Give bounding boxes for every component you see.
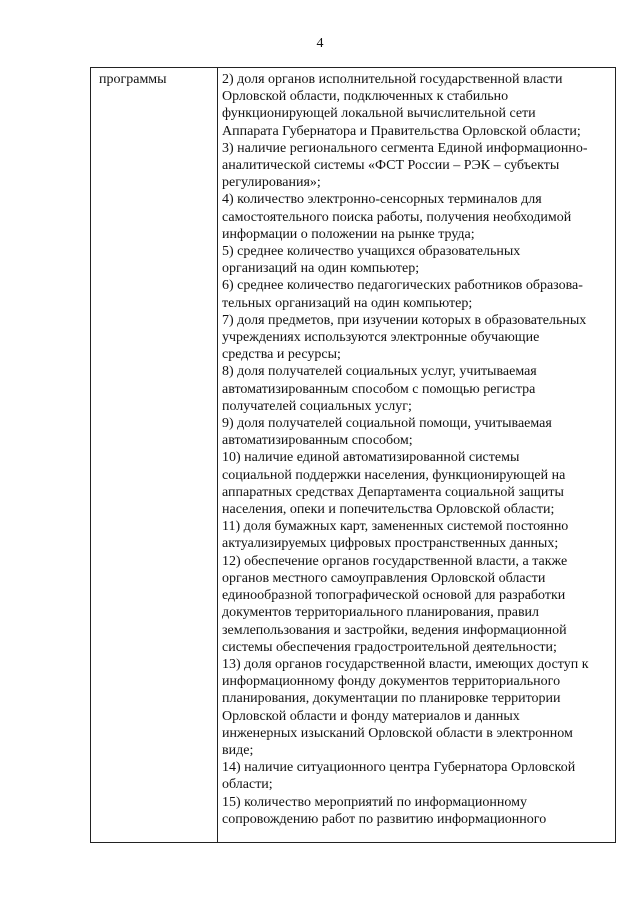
indicator-item: [222, 363, 611, 415]
indicator-list: [218, 68, 615, 842]
indicator-line: функционирующей локальной вычислительной сети: [222, 106, 536, 122]
indicators-table: [90, 67, 616, 843]
indicator-line: системы обеспечения градостроительной деятельности;: [222, 639, 557, 655]
page-number: 4: [316, 36, 324, 51]
indicator-item: [222, 312, 611, 364]
indicator-line: населения, опеки и попечительства Орловской области;: [222, 502, 555, 518]
indicator-line: актуализируемых цифровых пространственных данных;: [222, 536, 559, 552]
indicator-line: 9) доля получателей социальной помощи, учитываемая: [222, 416, 552, 432]
indicator-line: органов местного самоуправления Орловской области: [222, 570, 546, 586]
indicator-line: землепользования и застройки, ведения информационной: [222, 622, 567, 638]
indicator-line: 12) обеспечение органов государственной власти, а также: [222, 553, 568, 569]
indicator-line: 8) доля получателей социальных услуг, учитываемая: [222, 364, 537, 380]
indicator-line: Аппарата Губернатора и Правительства Орловской области;: [222, 123, 581, 139]
indicator-line: 3) наличие регионального сегмента Единой информационно-: [222, 140, 588, 156]
indicator-item: [222, 191, 611, 243]
indicator-line: 10) наличие единой автоматизированной системы: [222, 450, 520, 466]
indicator-item: [222, 553, 611, 656]
indicator-item: [222, 656, 611, 759]
indicator-line: учреждениях используются электронные обучающие: [222, 330, 540, 346]
indicator-line: самостоятельного поиска работы, получения необходимой: [222, 209, 572, 225]
indicator-line: автоматизированным способом;: [222, 433, 413, 449]
indicator-line: аналитической системы «ФСТ России – РЭК – субъекты: [222, 158, 560, 174]
indicator-line: социальной поддержки населения, функционирующей на: [222, 467, 566, 483]
indicator-line: 11) доля бумажных карт, замененных системой постоянно: [222, 519, 569, 535]
indicator-line: автоматизированным способом с помощью регистра: [222, 381, 536, 397]
indicator-item: [222, 518, 611, 552]
indicator-line: 4) количество электронно-сенсорных терминалов для: [222, 192, 542, 208]
indicator-item: [222, 415, 611, 449]
indicator-line: 5) среднее количество учащихся образовательных: [222, 244, 521, 260]
row-label: программы: [99, 72, 167, 87]
indicator-line: Орловской области и фонду материалов и данных: [222, 708, 520, 724]
indicator-line: регулирования»;: [222, 175, 321, 191]
indicator-line: сопровождению работ по развитию информационного: [222, 811, 547, 827]
indicator-line: 2) доля органов исполнительной государственной власти: [222, 72, 563, 87]
indicator-item: [222, 277, 611, 311]
table-right-cell: [218, 68, 616, 843]
indicator-line: 14) наличие ситуационного центра Губернатора Орловской: [222, 760, 576, 776]
indicator-line: средства и ресурсы;: [222, 347, 341, 363]
indicator-line: 7) доля предметов, при изучении которых в образовательных: [222, 312, 587, 328]
indicator-item: [222, 243, 611, 277]
indicator-line: тельных организаций на один компьютер;: [222, 295, 473, 311]
table-left-cell: [91, 68, 218, 843]
table-row: [91, 68, 616, 843]
indicator-line: инженерных изысканий Орловской области в электронном: [222, 725, 573, 741]
indicator-line: области;: [222, 777, 273, 793]
indicator-line: Орловской области, подключенных к стабильно: [222, 89, 509, 105]
indicator-line: получателей социальных услуг;: [222, 398, 412, 414]
indicator-item: [222, 71, 611, 140]
indicator-item: [222, 794, 611, 828]
indicator-line: информационному фонду документов территориального: [222, 674, 561, 690]
indicator-item: [222, 449, 611, 518]
indicator-line: информации о положении на рынке труда;: [222, 226, 475, 242]
indicator-item: [222, 759, 611, 793]
indicator-line: 6) среднее количество педагогических работников образова-: [222, 278, 583, 294]
indicator-item: [222, 140, 611, 192]
indicator-line: 15) количество мероприятий по информационному: [222, 794, 527, 810]
indicator-line: 13) доля органов государственной власти, имеющих доступ к: [222, 656, 589, 672]
indicator-line: единообразной топографической основой для разработки: [222, 588, 566, 604]
indicator-line: организаций на один компьютер;: [222, 261, 420, 277]
indicator-line: планирования, документации по планировке территории: [222, 691, 561, 707]
indicator-line: виде;: [222, 742, 254, 758]
indicator-line: аппаратных средствах Департамента социальной защиты: [222, 484, 564, 500]
indicator-line: документов территориального планирования, правил: [222, 605, 540, 621]
